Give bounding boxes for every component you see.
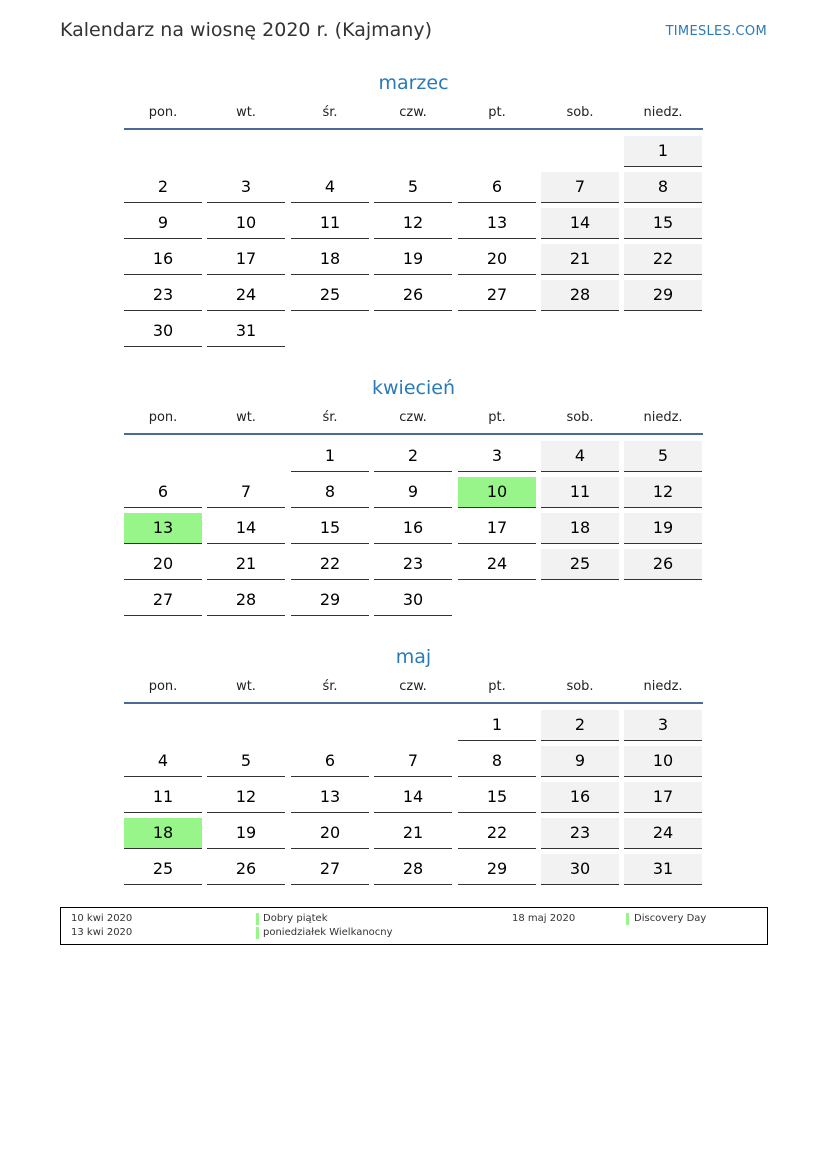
- header-divider: [124, 128, 703, 130]
- day-cell[interactable]: 15: [624, 208, 702, 239]
- day-cell[interactable]: 27: [124, 585, 202, 616]
- day-cell[interactable]: 2: [124, 172, 202, 203]
- day-cell[interactable]: 13: [291, 782, 369, 813]
- day-cell[interactable]: 30: [374, 585, 452, 616]
- weekday-label: wt.: [236, 679, 256, 694]
- day-cell[interactable]: 27: [291, 854, 369, 885]
- day-cell[interactable]: 30: [541, 854, 619, 885]
- day-cell[interactable]: 26: [207, 854, 285, 885]
- day-cell[interactable]: 9: [124, 208, 202, 239]
- weekday-label: pon.: [148, 105, 178, 120]
- weekday-label: sob.: [566, 679, 594, 694]
- day-cell[interactable]: 20: [291, 818, 369, 849]
- weekday-label: pt.: [488, 410, 506, 425]
- day-cell[interactable]: 8: [624, 172, 702, 203]
- day-cell[interactable]: 23: [124, 280, 202, 311]
- day-cell[interactable]: 2: [541, 710, 619, 741]
- day-cell[interactable]: 4: [124, 746, 202, 777]
- day-cell[interactable]: 17: [458, 513, 536, 544]
- legend-holiday-name: Dobry piątek: [263, 913, 328, 924]
- day-cell[interactable]: 25: [124, 854, 202, 885]
- day-cell[interactable]: 26: [374, 280, 452, 311]
- holiday-marker: [626, 913, 629, 925]
- weekday-label: sob.: [566, 410, 594, 425]
- day-cell[interactable]: 17: [207, 244, 285, 275]
- day-cell[interactable]: 25: [541, 549, 619, 580]
- legend-holiday-name: Discovery Day: [634, 913, 707, 924]
- month-block: [124, 70, 703, 340]
- day-cell[interactable]: 25: [291, 280, 369, 311]
- page-title: Kalendarz na wiosnę 2020 r. (Kajmany): [60, 19, 432, 41]
- weekday-label: śr.: [322, 105, 338, 120]
- holiday-day-cell[interactable]: 10: [458, 477, 536, 508]
- day-cell[interactable]: 11: [541, 477, 619, 508]
- weekday-label: pt.: [488, 105, 506, 120]
- day-cell[interactable]: 14: [374, 782, 452, 813]
- day-cell[interactable]: 21: [541, 244, 619, 275]
- month-block: [124, 644, 703, 878]
- day-cell[interactable]: 7: [207, 477, 285, 508]
- day-cell[interactable]: 3: [458, 441, 536, 472]
- weekday-label: pt.: [488, 679, 506, 694]
- day-cell[interactable]: 19: [207, 818, 285, 849]
- day-cell[interactable]: 27: [458, 280, 536, 311]
- day-cell[interactable]: 12: [624, 477, 702, 508]
- day-cell[interactable]: 18: [291, 244, 369, 275]
- day-cell[interactable]: 29: [458, 854, 536, 885]
- day-cell[interactable]: 20: [458, 244, 536, 275]
- day-cell[interactable]: 3: [207, 172, 285, 203]
- weekday-label: wt.: [236, 105, 256, 120]
- day-cell[interactable]: 31: [624, 854, 702, 885]
- day-cell[interactable]: 22: [624, 244, 702, 275]
- day-cell[interactable]: 16: [374, 513, 452, 544]
- day-cell[interactable]: 6: [291, 746, 369, 777]
- holiday-marker: [256, 913, 259, 925]
- legend-holiday-name: poniedziałek Wielkanocny: [263, 927, 393, 938]
- legend-date: 18 maj 2020: [512, 913, 576, 924]
- day-cell[interactable]: 5: [207, 746, 285, 777]
- day-cell[interactable]: 17: [624, 782, 702, 813]
- weekday-label: śr.: [322, 410, 338, 425]
- day-cell[interactable]: 19: [374, 244, 452, 275]
- weekday-header: [124, 407, 703, 441]
- day-cell[interactable]: 28: [541, 280, 619, 311]
- day-cell[interactable]: 22: [291, 549, 369, 580]
- legend-date: 10 kwi 2020: [71, 913, 133, 924]
- day-cell[interactable]: 13: [458, 208, 536, 239]
- day-cell[interactable]: 14: [541, 208, 619, 239]
- weekday-label: wt.: [236, 410, 256, 425]
- holiday-day-cell[interactable]: 13: [124, 513, 202, 544]
- day-cell[interactable]: 12: [374, 208, 452, 239]
- day-cell[interactable]: 15: [291, 513, 369, 544]
- day-cell[interactable]: 12: [207, 782, 285, 813]
- day-cell[interactable]: 4: [541, 441, 619, 472]
- day-cell[interactable]: 22: [458, 818, 536, 849]
- day-cell[interactable]: 21: [374, 818, 452, 849]
- weekday-label: śr.: [322, 679, 338, 694]
- day-cell[interactable]: 8: [458, 746, 536, 777]
- day-cell[interactable]: 7: [374, 746, 452, 777]
- weekday-header: [124, 102, 703, 136]
- legend-date: 13 kwi 2020: [71, 927, 133, 938]
- month-block: [124, 375, 703, 609]
- day-cell[interactable]: 24: [207, 280, 285, 311]
- day-cell[interactable]: 6: [458, 172, 536, 203]
- day-cell[interactable]: 23: [541, 818, 619, 849]
- weekday-label: niedz.: [643, 679, 683, 694]
- day-cell[interactable]: 20: [124, 549, 202, 580]
- day-cell[interactable]: 4: [291, 172, 369, 203]
- day-cell[interactable]: 9: [374, 477, 452, 508]
- day-cell[interactable]: 3: [624, 710, 702, 741]
- month-name: maj: [395, 646, 432, 668]
- day-cell[interactable]: 24: [458, 549, 536, 580]
- weekday-label: czw.: [399, 105, 427, 120]
- month-name: kwiecień: [372, 377, 455, 399]
- holiday-legend: [60, 907, 768, 945]
- day-cell[interactable]: 10: [207, 208, 285, 239]
- day-cell[interactable]: 11: [291, 208, 369, 239]
- weekday-label: niedz.: [643, 410, 683, 425]
- day-cell[interactable]: 14: [207, 513, 285, 544]
- day-cell[interactable]: 31: [207, 316, 285, 347]
- month-name: marzec: [378, 72, 449, 94]
- header-divider: [124, 702, 703, 704]
- day-cell[interactable]: 26: [624, 549, 702, 580]
- day-cell[interactable]: 1: [624, 136, 702, 167]
- day-cell[interactable]: 9: [541, 746, 619, 777]
- day-cell[interactable]: 2: [374, 441, 452, 472]
- weekday-label: pon.: [148, 410, 178, 425]
- day-cell[interactable]: 1: [458, 710, 536, 741]
- day-cell[interactable]: 11: [124, 782, 202, 813]
- header-divider: [124, 433, 703, 435]
- weekday-label: pon.: [148, 679, 178, 694]
- brand-logo[interactable]: TIMESLES.COM: [665, 24, 767, 39]
- holiday-day-cell[interactable]: 18: [124, 818, 202, 849]
- day-cell[interactable]: 5: [624, 441, 702, 472]
- day-cell[interactable]: 6: [124, 477, 202, 508]
- weekday-label: czw.: [399, 410, 427, 425]
- weekday-label: niedz.: [643, 105, 683, 120]
- day-cell[interactable]: 5: [374, 172, 452, 203]
- day-cell[interactable]: 29: [624, 280, 702, 311]
- day-cell[interactable]: 8: [291, 477, 369, 508]
- day-cell[interactable]: 30: [124, 316, 202, 347]
- weekday-label: sob.: [566, 105, 594, 120]
- weekday-label: czw.: [399, 679, 427, 694]
- day-cell[interactable]: 29: [291, 585, 369, 616]
- day-cell[interactable]: 28: [374, 854, 452, 885]
- day-cell[interactable]: 1: [291, 441, 369, 472]
- day-cell[interactable]: 7: [541, 172, 619, 203]
- day-cell[interactable]: 16: [541, 782, 619, 813]
- day-cell[interactable]: 23: [374, 549, 452, 580]
- day-cell[interactable]: 24: [624, 818, 702, 849]
- day-cell[interactable]: 15: [458, 782, 536, 813]
- day-cell[interactable]: 10: [624, 746, 702, 777]
- day-cell[interactable]: 28: [207, 585, 285, 616]
- day-cell[interactable]: 21: [207, 549, 285, 580]
- day-cell[interactable]: 18: [541, 513, 619, 544]
- weekday-header: [124, 676, 703, 710]
- day-cell[interactable]: 19: [624, 513, 702, 544]
- day-cell[interactable]: 16: [124, 244, 202, 275]
- holiday-marker: [256, 927, 259, 939]
